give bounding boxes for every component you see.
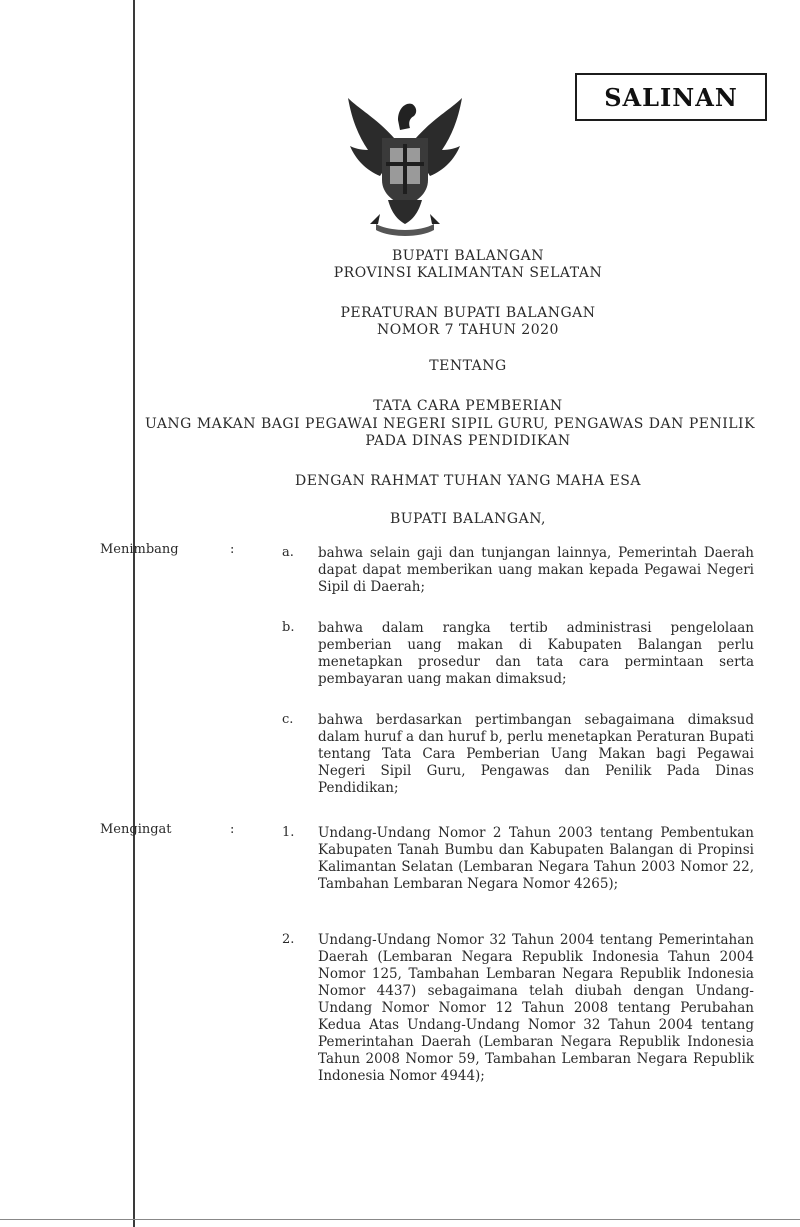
mengingat-colon: : <box>230 822 235 837</box>
grace-statement: DENGAN RAHMAT TUHAN YANG MAHA ESA <box>295 473 641 489</box>
authority-statement: BUPATI BALANGAN, <box>389 511 547 527</box>
list-marker: a. <box>282 545 294 560</box>
mengingat-item-2: Undang-Undang Nomor 32 Tahun 2004 tentang Pemerintahan Daerah (Lembaran Negara Republik Indonesia Tahun 2004 Nomor 125, Tambahan Lembaran Negara Republik Indonesia Nomor 4437) sebagaimana telah diubah dengan Undang-Undang Nomor Nomor 12 Tahun 2008 tentang Perubahan Kedua Atas Undang-Undang Nomor 32 Tahun 2004 tentang Pemerintahan Daerah (Lembaran Negara Republik Indonesia Tahun 2008 Nomor 59, Tambahan Lembaran Negara Republik Indonesia Nomor 4944); <box>318 932 754 1084</box>
list-marker: 1. <box>282 825 295 840</box>
binding-margin-line <box>133 0 135 1227</box>
list-marker: 2. <box>282 932 295 947</box>
garuda-emblem-icon <box>340 90 470 240</box>
menimbang-item-a: bahwa selain gaji dan tunjangan lainnya, Pemerintah Daerah dapat dapat memberikan uang makan kepada Pegawai Negeri Sipil di Daerah; <box>318 545 754 595</box>
tentang-heading: TENTANG <box>429 358 507 374</box>
issuer-province: PROVINSI KALIMANTAN SELATAN <box>333 265 603 281</box>
menimbang-item-c: bahwa berdasarkan pertimbangan sebagaimana dimaksud dalam huruf a dan huruf b, perlu menetapkan Peraturan Bupati tentang Tata Cara Pemberian Uang Makan bagi Pegawai Negeri Sipil Guru, Pengawas dan Penilik Pada Dinas Pendidikan; <box>318 712 754 796</box>
menimbang-colon: : <box>230 542 235 557</box>
menimbang-item-b: bahwa dalam rangka tertib administrasi pengelolaan pemberian uang makan di Kabupaten Balangan perlu menetapkan prosedur dan tata cara permintaan serta pembayaran uang makan dimaksud; <box>318 620 754 687</box>
list-marker: b. <box>282 620 295 635</box>
subject-line-2: UANG MAKAN BAGI PEGAWAI NEGERI SIPIL GURU, PENGAWAS DAN PENILIK <box>144 416 756 432</box>
mengingat-label: Mengingat <box>100 822 172 837</box>
list-marker: c. <box>282 712 294 727</box>
salinan-stamp: SALINAN <box>575 73 767 121</box>
regulation-number: NOMOR 7 TAHUN 2020 <box>377 322 559 338</box>
menimbang-label: Menimbang <box>100 542 179 557</box>
regulation-title: PERATURAN BUPATI BALANGAN <box>340 305 596 321</box>
subject-line-1: TATA CARA PEMBERIAN <box>373 398 563 414</box>
mengingat-item-1: Undang-Undang Nomor 2 Tahun 2003 tentang Pembentukan Kabupaten Tanah Bumbu dan Kabupaten Balangan di Propinsi Kalimantan Selatan (Lembaran Negara Tahun 2003 Nomor 22, Tambahan Lembaran Negara Nomor 4265); <box>318 825 754 892</box>
subject-line-3: PADA DINAS PENDIDIKAN <box>365 433 571 449</box>
bottom-edge-line <box>0 1219 800 1220</box>
issuer-title: BUPATI BALANGAN <box>392 248 544 264</box>
